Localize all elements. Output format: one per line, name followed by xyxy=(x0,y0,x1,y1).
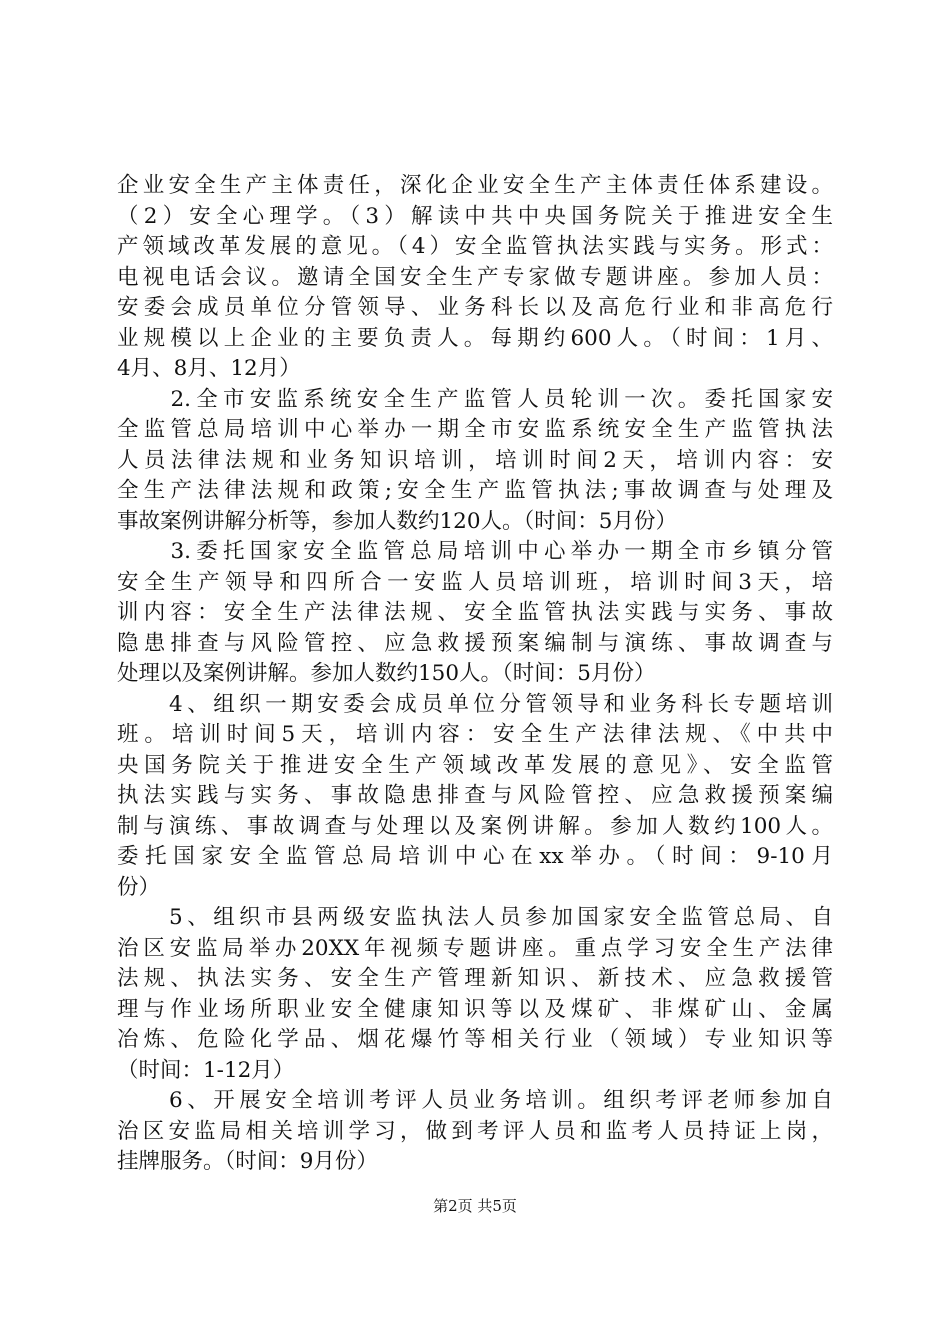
body-text-line: 制与演练、事故调查与处理以及案例讲解。参加人数约100人。 xyxy=(117,813,833,839)
body-text-line: 央国务院关于推进安全生产领域改革发展的意见》、安全监管 xyxy=(117,752,833,778)
body-text-line: 全生产法律法规和政策;安全生产监管执法;事故调查与处理及 xyxy=(117,478,833,503)
body-text-line: 治区安监局举办20XX年视频专题讲座。重点学习安全生产法律 xyxy=(117,935,833,961)
body-text-line: 电视电话会议。邀请全国安全生产专家做专题讲座。参加人员： xyxy=(117,264,833,290)
body-text-line: 企业安全生产主体责任，深化企业安全生产主体责任体系建设。 xyxy=(117,173,833,198)
body-text-line: 法规、执法实务、安全生产管理新知识、新技术、应急救援管 xyxy=(117,966,833,991)
body-text-line: （2）安全心理学。（3）解读中共中央国务院关于推进安全生 xyxy=(117,203,833,229)
body-text-line: 冶炼、危险化学品、烟花爆竹等相关行业（领域）专业知识等 xyxy=(117,1027,833,1052)
body-text-line: （时间：1-12月） xyxy=(117,1057,295,1083)
body-text-line: 隐患排查与风险管控、应急救援预案编制与演练、事故调查与 xyxy=(117,630,833,656)
body-text-line: 4月、8月、12月） xyxy=(117,356,301,381)
body-text-line: 安全生产领导和四所合一安监人员培训班，培训时间3天，培 xyxy=(117,569,833,595)
body-text-line: 执法实践与实务、事故隐患排查与风险管控、应急救援预案编 xyxy=(117,783,833,808)
body-text-line: 安委会成员单位分管领导、业务科长以及高危行业和非高危行 xyxy=(117,295,833,320)
body-text-line: 份） xyxy=(117,874,161,900)
body-text-line: 委托国家安全监管总局培训中心在xx举办。（时间：9-10月 xyxy=(117,844,833,869)
page-number-footer: 第2页 共5页 xyxy=(433,1196,517,1215)
body-text-line: 业规模以上企业的主要负责人。每期约600人。（时间：1月、 xyxy=(117,325,833,351)
body-text-line: 6、开展安全培训考评人员业务培训。组织考评老师参加自 xyxy=(117,1088,833,1113)
body-text-line: 理与作业场所职业安全健康知识等以及煤矿、非煤矿山、金属 xyxy=(117,996,833,1022)
body-text-line: 3.委托国家安全监管总局培训中心举办一期全市乡镇分管 xyxy=(117,539,833,564)
body-text-line: 挂牌服务。（时间：9月份） xyxy=(117,1149,378,1174)
body-text-line: 治区安监局相关培训学习，做到考评人员和监考人员持证上岗， xyxy=(117,1118,833,1144)
body-text-line: 4、组织一期安委会成员单位分管领导和业务科长专题培训 xyxy=(117,691,833,717)
body-text-line: 产领域改革发展的意见。（4）安全监管执法实践与实务。形式： xyxy=(117,234,833,259)
body-text-line: 处理以及案例讲解。参加人数约150人。（时间：5月份） xyxy=(117,661,656,686)
body-text-line: 事故案例讲解分析等，参加人数约120人。（时间：5月份） xyxy=(117,508,677,534)
body-text-line: 人员法律法规和业务知识培训，培训时间2天，培训内容：安 xyxy=(117,447,833,473)
body-text-line: 5、组织市县两级安监执法人员参加国家安全监管总局、自 xyxy=(117,905,833,930)
body-text-line: 训内容：安全生产法律法规、安全监管执法实践与实务、事故 xyxy=(117,600,833,625)
body-text-line: 2.全市安监系统安全生产监管人员轮训一次。委托国家安 xyxy=(117,386,833,412)
body-text-line: 全监管总局培训中心举办一期全市安监系统安全生产监管执法 xyxy=(117,417,833,442)
body-text-line: 班。培训时间5天，培训内容：安全生产法律法规、《中共中 xyxy=(117,722,833,747)
